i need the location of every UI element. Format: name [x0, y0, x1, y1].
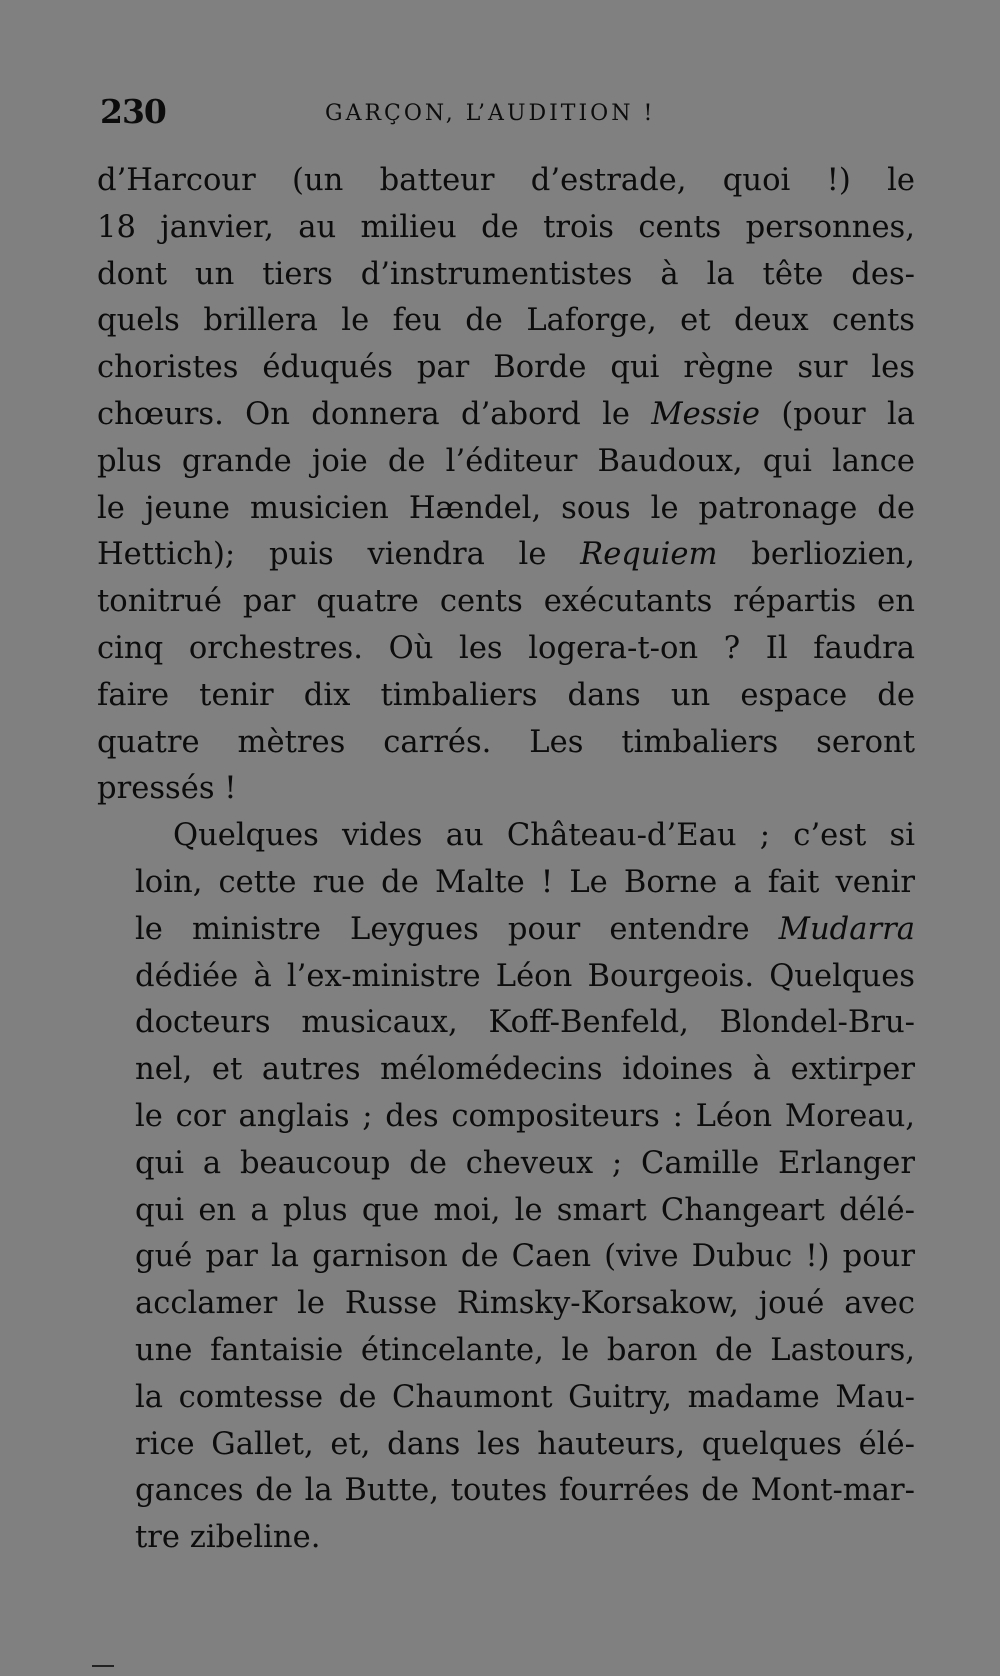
- text-line: Quelques vides au Château-d’Eau ; c’est si: [173, 818, 915, 854]
- text-line: 18 janvier, au milieu de trois cents personnes,: [97, 209, 915, 245]
- text-line: gué par la garnison de Caen (vive Dubuc !) pour: [135, 1239, 915, 1275]
- text-line: tre zibeline.: [135, 1520, 321, 1556]
- text-line: nel, et autres mélomédecins idoines à extirper: [135, 1052, 915, 1088]
- paragraph-2: [97, 813, 915, 1562]
- text-line: docteurs musicaux, Koff-Benfeld, Blondel-Bru-: [135, 1005, 915, 1041]
- text-line: chœurs. On donnera d’abord le Messie (pour la: [97, 396, 915, 432]
- text-line: le ministre Leygues pour entendre Mudarra: [135, 911, 915, 947]
- paragraph-1: [97, 158, 915, 813]
- text-line: gances de la Butte, toutes fourrées de Mont-mar-: [135, 1473, 915, 1509]
- text-line: le cor anglais ; des compositeurs : Léon Moreau,: [135, 1098, 915, 1134]
- scan-noise: [0, 0, 1000, 20]
- text-line: la comtesse de Chaumont Guitry, madame Mau-: [135, 1379, 915, 1415]
- text-line: une fantaisie étincelante, le baron de Lastours,: [135, 1332, 915, 1368]
- text-line: faire tenir dix timbaliers dans un espace de: [97, 677, 915, 713]
- text-line: qui en a plus que moi, le smart Changeart délé-: [135, 1192, 915, 1228]
- text-line: quels brillera le feu de Laforge, et deux cents: [97, 303, 915, 339]
- text-line: acclamer le Russe Rimsky-Korsakow, joué avec: [135, 1286, 915, 1322]
- scan-mark: [92, 1665, 114, 1667]
- text-line: dédiée à l’ex-ministre Léon Bourgeois. Quelques: [135, 958, 915, 994]
- text-line: le jeune musicien Hændel, sous le patronage de: [97, 490, 915, 526]
- body-text: [97, 158, 915, 1562]
- text-line: tonitrué par quatre cents exécutants répartis en: [97, 584, 915, 620]
- text-line: loin, cette rue de Malte ! Le Borne a fait venir: [135, 864, 915, 900]
- text-line: qui a beaucoup de cheveux ; Camille Erlanger: [135, 1145, 915, 1181]
- page-header: [100, 92, 915, 142]
- page-number: 230: [100, 92, 166, 131]
- text-line: quatre mètres carrés. Les timbaliers seront: [97, 724, 915, 760]
- text-line: d’Harcour (un batteur d’estrade, quoi !) le: [97, 163, 915, 198]
- text-line: pressés !: [97, 771, 237, 807]
- text-line: rice Gallet, et, dans les hauteurs, quelques élé-: [135, 1426, 915, 1462]
- text-line: dont un tiers d’instrumentistes à la tête des-: [97, 256, 915, 292]
- text-line: Hettich); puis viendra le Requiem berliozien,: [97, 537, 915, 573]
- text-line: plus grande joie de l’éditeur Baudoux, qui lance: [97, 443, 915, 479]
- text-line: choristes éduqués par Borde qui règne sur les: [97, 350, 915, 386]
- running-title: GARÇON, L’AUDITION !: [325, 101, 656, 126]
- text-line: cinq orchestres. Où les logera-t-on ? Il faudra: [97, 630, 915, 666]
